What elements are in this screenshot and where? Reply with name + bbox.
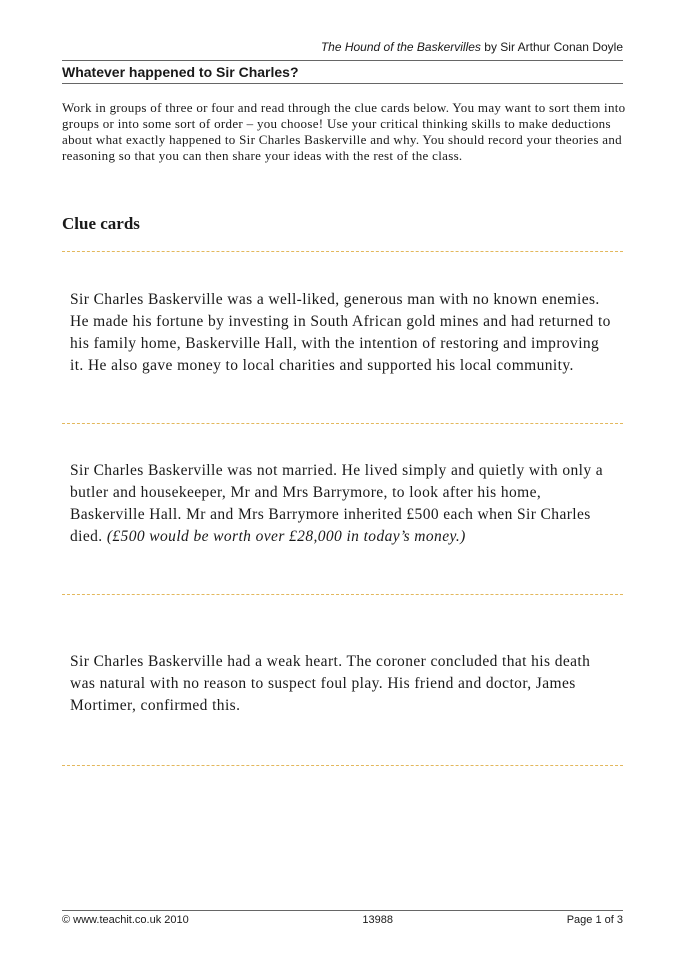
author-credit: by Sir Arthur Conan Doyle (484, 40, 623, 54)
page-title: Whatever happened to Sir Charles? (62, 64, 299, 80)
card-divider (62, 594, 623, 595)
page-number: Page 1 of 3 (566, 914, 623, 926)
page-footer (62, 914, 623, 926)
card-divider (62, 423, 623, 424)
copyright-text: © www.teachit.co.uk 2010 (62, 914, 189, 926)
book-title: The Hound of the Baskervilles (320, 40, 481, 54)
card-divider (62, 251, 623, 252)
clue-card-2-text: Sir Charles Baskerville was not married. He lived simply and quietly with only a butler and housekeeper, Mr and Mrs Barrymore, to look after his home, Baskerville Hall. Mr and Mrs Barrymore inherited £500 each when Sir Charles died. (70, 462, 604, 545)
clue-card-3: Sir Charles Baskerville had a weak heart. The coroner concluded that his death was natural with no reason to suspect foul play. His friend and doctor, James Mortimer, confirmed this. (70, 653, 591, 714)
card-divider (62, 765, 623, 766)
title-bar (62, 60, 623, 84)
intro-paragraph: Work in groups of three or four and read through the clue cards below. You may want to sort them into groups or into some sort of order – you choose! Use your critical thinking skills to make deductions about what exactly happened to Sir Charles Baskerville and why. You should record your theories and reasoning so that you can then share your ideas with the rest of the class. (62, 100, 626, 163)
section-heading: Clue cards (62, 214, 140, 233)
clue-card-1: Sir Charles Baskerville was a well-liked, generous man with no known enemies. He made his fortune by investing in South African gold mines and had returned to his family home, Baskerville Hall, with the intention of restoring and improving it. He also gave money to local charities and supported his local community. (70, 291, 611, 374)
clue-card-2-aside: (£500 would be worth over £28,000 in today’s money.) (106, 528, 466, 545)
clue-card-2 (70, 460, 617, 548)
footer-rule (62, 910, 623, 911)
running-header (62, 40, 623, 54)
document-code: 13988 (362, 914, 394, 926)
